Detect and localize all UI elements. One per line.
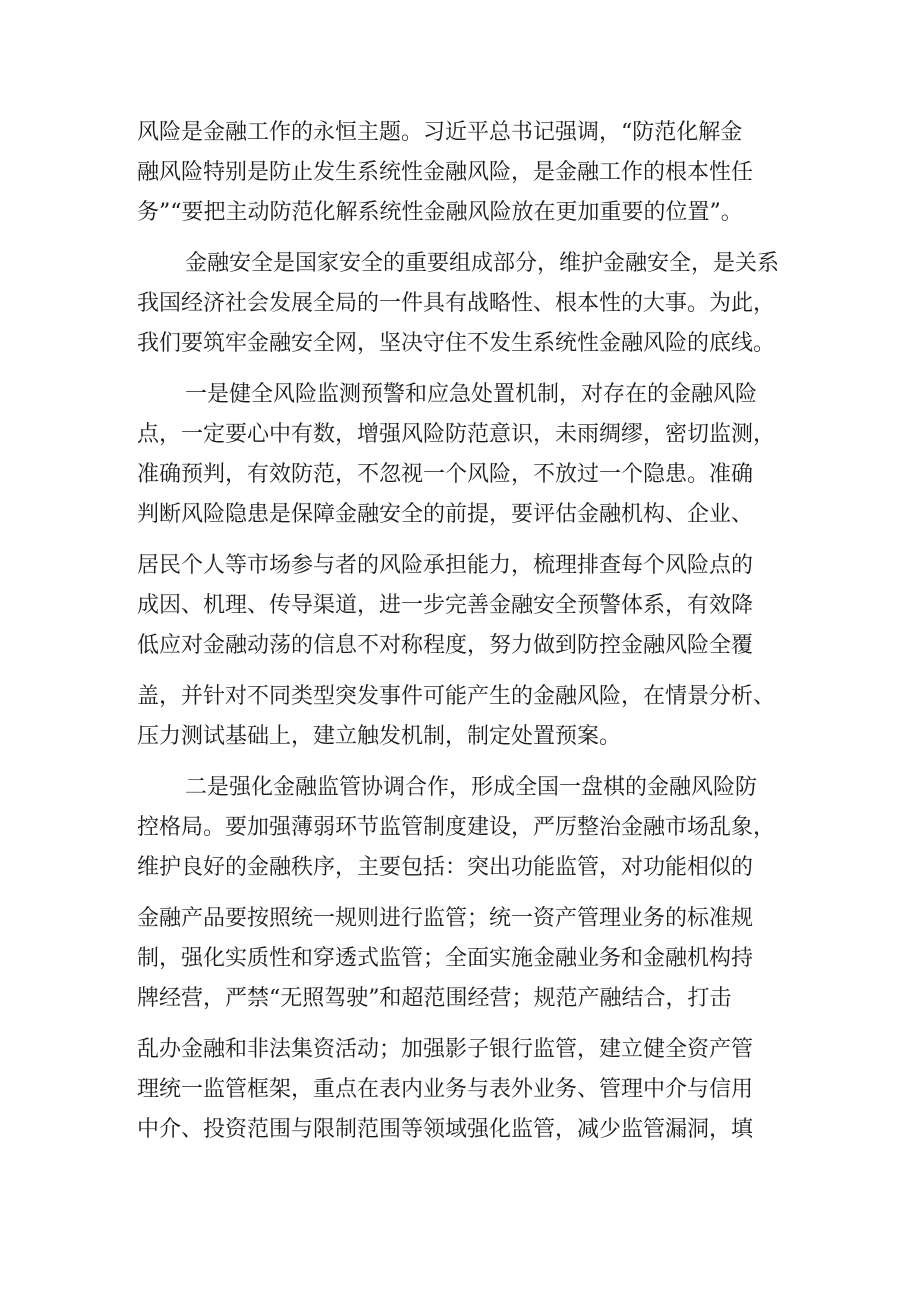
text-line: 成因、机理、传导渠道，进一步完善金融安全预警体系，有效降 <box>137 593 754 618</box>
text-line: 低应对金融动荡的信息不对称程度，努力做到防控金融风险全覆 <box>137 633 754 658</box>
text-line: 控格局。要加强薄弱环节监管制度建设，严厉整治金融市场乱象， <box>137 815 776 840</box>
text-line: 中介、投资范围与限制范围等领域强化监管，减少监管漏洞，填 <box>137 1117 754 1142</box>
text-line: 我国经济社会发展全局的一件具有战略性、根本性的大事。为此， <box>137 291 776 316</box>
paragraph-first-line: 二是强化金融监管协调合作，形成全国一盘棋的金融风险防 <box>185 775 758 800</box>
paragraph-first-line: 金融安全是国家安全的重要组成部分，维护金融安全，是关系 <box>185 251 780 276</box>
text-line: 乱办金融和非法集资活动；加强影子银行监管，建立健全资产管 <box>137 1037 754 1062</box>
text-line: 点，一定要心中有数，增强风险防范意识，未雨绸缪，密切监测， <box>137 422 776 447</box>
text-line: 压力测试基础上，建立触发机制，制定处置预案。 <box>137 724 622 749</box>
text-line: 居民个人等市场参与者的风险承担能力，梳理排查每个风险点的 <box>137 553 754 578</box>
text-line: 牌经营，严禁“无照驾驶”和超范围经营；规范产融结合，打击 <box>137 986 732 1011</box>
text-line: 维护良好的金融秩序，主要包括：突出功能监管，对功能相似的 <box>137 855 754 880</box>
text-line: 融风险特别是防止发生系统性金融风险，是金融工作的根本性任 <box>137 160 754 185</box>
text-line: 制，强化实质性和穿透式监管；全面实施金融业务和金融机构持 <box>137 946 754 971</box>
text-line: 盖，并针对不同类型突发事件可能产生的金融风险，在情景分析、 <box>137 684 776 709</box>
paragraph-first-line: 一是健全风险监测预警和应急处置机制，对存在的金融风险 <box>185 382 758 407</box>
text-line: 理统一监管框架，重点在表内业务与表外业务、管理中介与信用 <box>137 1077 754 1102</box>
text-line: 我们要筑牢金融安全网，坚决守住不发生系统性金融风险的底线。 <box>137 331 776 356</box>
text-line: 准确预判，有效防范，不忽视一个风险，不放过一个隐患。准确 <box>137 462 754 487</box>
text-line: 务”“要把主动防范化解系统性金融风险放在更加重要的位置”。 <box>137 200 743 225</box>
text-line: 风险是金融工作的永恒主题。习近平总书记强调，“防范化解金 <box>137 120 743 145</box>
text-line: 金融产品要按照统一规则进行监管；统一资产管理业务的标准规 <box>137 906 754 931</box>
text-line: 判断风险隐患是保障金融安全的前提，要评估金融机构、企业、 <box>137 502 754 527</box>
